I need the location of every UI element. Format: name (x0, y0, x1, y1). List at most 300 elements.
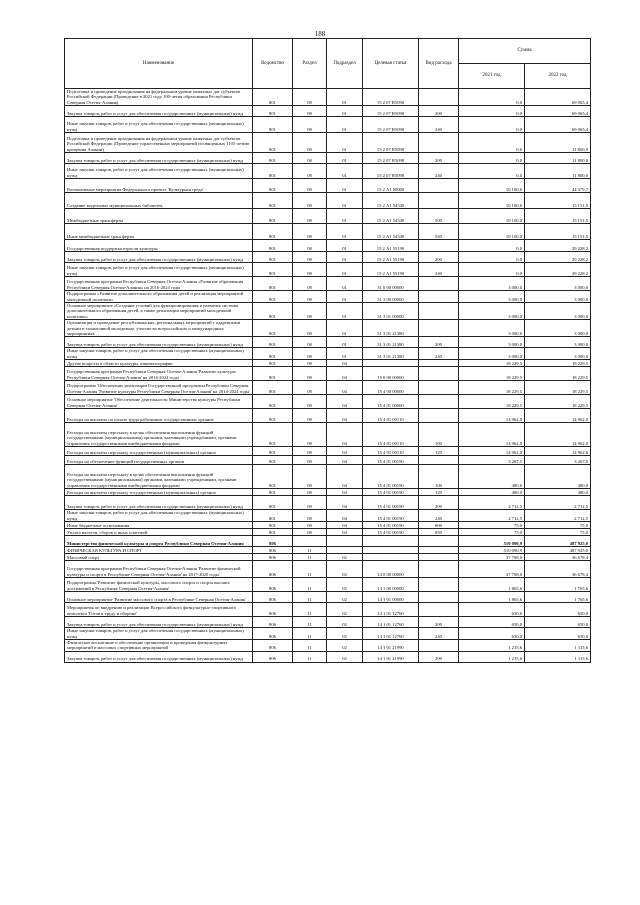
row-section: 08 (293, 360, 327, 367)
row-target-article (363, 547, 419, 554)
row-section: 11 (293, 628, 327, 640)
row-section: 11 (293, 617, 327, 628)
row-ministry: 801 (253, 252, 293, 263)
row-ministry: 801 (253, 179, 293, 193)
table-row (65, 164, 591, 179)
row-subsection: 01 (327, 348, 363, 360)
row-name: Расходы на выплаты персоналу государственных (муниципальных) органов (65, 489, 253, 496)
row-section: 08 (293, 496, 327, 510)
table-row (65, 224, 591, 240)
row-target-article: 31 0 00 00000 (363, 277, 419, 291)
row-sum-2021: 2 712,5 (459, 510, 525, 522)
row-name: Государственная программа Республики Северная Осетия-Алания 'Развитие культуры Республики Северная Осетия-Алания' на 2014-2024 годы (65, 367, 253, 381)
row-sum-2022: 11 800,0 (525, 133, 591, 153)
row-name: Закупка товаров, работ и услуг для обеспечения государственных (муниципальных) нужд (65, 252, 253, 263)
row-subsection: 02 (327, 603, 363, 617)
row-expense-type: 200 (419, 337, 459, 348)
row-sum-2022: 3 000,0 (525, 348, 591, 360)
row-ministry: 801 (253, 367, 293, 381)
table-row (65, 522, 591, 529)
row-name: Иные бюджетные ассигнования (65, 522, 253, 529)
row-subsection (327, 536, 363, 547)
row-section: 11 (293, 554, 327, 561)
row-subsection: 01 (327, 337, 363, 348)
row-sum-2022: 36 678,4 (525, 561, 591, 578)
row-sum-2022: 18 229,5 (525, 367, 591, 381)
row-target-article: 15 4 01 00190 (363, 456, 419, 465)
row-ministry: 801 (253, 409, 293, 423)
row-name: Основное мероприятие 'Обеспечение деятельности Министерства культуры Республики Северная Осетия-Алания' (65, 395, 253, 409)
row-sum-2022: 1 765,6 (525, 578, 591, 592)
row-section: 08 (293, 510, 327, 522)
row-ministry: 801 (253, 263, 293, 277)
row-section: 11 (293, 561, 327, 578)
row-target-article: 15 2 07 R5098 (363, 164, 419, 179)
row-sum-2022: 480,0 (525, 489, 591, 496)
row-subsection: 04 (327, 465, 363, 489)
row-ministry: 806 (253, 603, 293, 617)
row-name: Уплата налогов, сборов и иных платежей (65, 529, 253, 536)
row-name: Основное мероприятие 'Развитие массового спорта в Республике Северная Осетия-Алания' (65, 592, 253, 603)
row-sum-2021: 37 768,0 (459, 561, 525, 578)
row-sum-2022: 44 379,7 (525, 179, 591, 193)
row-subsection: 04 (327, 522, 363, 529)
table-row (65, 489, 591, 496)
row-section: 08 (293, 320, 327, 337)
row-sum-2022: 2 712,5 (525, 510, 591, 522)
row-ministry: 801 (253, 240, 293, 252)
row-ministry: 801 (253, 456, 293, 465)
row-target-article: 15 4 01 00190 (363, 510, 419, 522)
table-row (65, 547, 591, 554)
header-year-2021: 2021 год (459, 64, 525, 89)
row-ministry: 801 (253, 89, 293, 106)
row-subsection: 01 (327, 153, 363, 164)
table-row (65, 252, 591, 263)
row-sum-2021: 650,0 (459, 628, 525, 640)
row-sum-2021: 10 100,0 (459, 224, 525, 240)
row-section: 08 (293, 240, 327, 252)
row-name: Региональные мероприятия Федерального проекта 'Культурная среда' (65, 179, 253, 193)
row-ministry: 806 (253, 536, 293, 547)
row-ministry: 801 (253, 117, 293, 133)
row-target-article: 15 0 00 00000 (363, 367, 419, 381)
row-sum-2022: 69 065,4 (525, 106, 591, 117)
row-expense-type: 500 (419, 209, 459, 224)
row-target-article: 31 3 01 00000 (363, 303, 419, 320)
row-sum-2022: 11 800,0 (525, 153, 591, 164)
row-sum-2022: 650,0 (525, 603, 591, 617)
row-target-article: 15 4 01 00190 (363, 496, 419, 510)
row-sum-2022: 18 229,5 (525, 381, 591, 395)
row-name: Закупка товаров, работ и услуг для обеспечения государственных (муниципальных) нужд (65, 651, 253, 662)
row-ministry: 806 (253, 561, 293, 578)
row-expense-type (419, 179, 459, 193)
row-section: 08 (293, 153, 327, 164)
table-row (65, 106, 591, 117)
table-row (65, 240, 591, 252)
row-sum-2022: 3 000,0 (525, 303, 591, 320)
table-row (65, 348, 591, 360)
row-ministry: 801 (253, 395, 293, 409)
row-subsection: 01 (327, 179, 363, 193)
row-sum-2021: 1 865,6 (459, 578, 525, 592)
row-section: 08 (293, 291, 327, 303)
row-target-article: 15 2 А1 54540 (363, 224, 419, 240)
row-name: Закупка товаров, работ и услуг для обеспечения государственных (муниципальных) нужд (65, 337, 253, 348)
row-expense-type: 240 (419, 117, 459, 133)
row-section: 08 (293, 337, 327, 348)
row-target-article: 31 3 01 21380 (363, 337, 419, 348)
row-sum-2022: 480,0 (525, 465, 591, 489)
table-row (65, 117, 591, 133)
row-subsection: 01 (327, 303, 363, 320)
row-sum-2021: 480,0 (459, 465, 525, 489)
row-sum-2022: 29 228,2 (525, 263, 591, 277)
row-sum-2021: 650,0 (459, 617, 525, 628)
table-row (65, 639, 591, 651)
row-expense-type: 240 (419, 510, 459, 522)
row-target-article: 14 1 00 00000 (363, 578, 419, 592)
row-sum-2022: 69 065,4 (525, 89, 591, 106)
row-expense-type: 540 (419, 224, 459, 240)
row-section (293, 536, 327, 547)
row-target-article: 15 4 01 00190 (363, 529, 419, 536)
row-target-article: 15 4 01 00110 (363, 423, 419, 447)
row-target-article: 14 1 01 00000 (363, 592, 419, 603)
row-sum-2022: 15 151,5 (525, 209, 591, 224)
row-ministry: 801 (253, 291, 293, 303)
header-target-article: Целевая статья (363, 39, 419, 89)
row-sum-2022: 75,0 (525, 529, 591, 536)
row-expense-type (419, 639, 459, 651)
row-subsection: 01 (327, 252, 363, 263)
row-subsection: 02 (327, 639, 363, 651)
row-ministry: 801 (253, 224, 293, 240)
row-subsection: 01 (327, 277, 363, 291)
row-expense-type: 200 (419, 617, 459, 628)
row-name: Расходы на выплаты персоналу в целях обеспечения выполнения функций государственными (муниципальными) органами, казенными учреждениями, органами управления государственными внебюджетными фондами (65, 465, 253, 489)
row-name: Иные закупки товаров, работ и услуг для обеспечения государственных (муниципальных) нужд (65, 628, 253, 640)
row-target-article: 15 4 01 00190 (363, 522, 419, 529)
header-sum: Сумма (459, 39, 591, 64)
row-sum-2021: 0,0 (459, 117, 525, 133)
row-sum-2022: 487 925,0 (525, 536, 591, 547)
row-section: 08 (293, 252, 327, 263)
row-sum-2021: 3 000,0 (459, 320, 525, 337)
table-row (65, 496, 591, 510)
row-section: 08 (293, 395, 327, 409)
row-expense-type: 850 (419, 529, 459, 536)
page-number: 188 (314, 30, 326, 38)
table-row (65, 367, 591, 381)
row-name: Иные закупки товаров, работ и услуг для обеспечения государственных (муниципальных) нужд (65, 510, 253, 522)
row-sum-2022: 75,0 (525, 522, 591, 529)
row-sum-2022: 29 228,2 (525, 252, 591, 263)
row-ministry: 806 (253, 628, 293, 640)
row-sum-2021: 510 090,9 (459, 547, 525, 554)
row-ministry: 801 (253, 522, 293, 529)
row-sum-2021: 18 229,5 (459, 367, 525, 381)
row-ministry: 801 (253, 465, 293, 489)
row-subsection: 04 (327, 409, 363, 423)
row-name: Расходы на обеспечение функций государственных органов (65, 456, 253, 465)
row-section: 11 (293, 651, 327, 662)
row-sum-2021: 10 100,0 (459, 193, 525, 209)
row-ministry: 801 (253, 447, 293, 456)
row-ministry: 801 (253, 320, 293, 337)
row-ministry: 801 (253, 337, 293, 348)
row-sum-2021: 75,0 (459, 529, 525, 536)
row-sum-2021: 3 000,0 (459, 277, 525, 291)
row-name: Расходы на выплаты персоналу государственных (муниципальных) органов (65, 447, 253, 456)
row-name: Основное мероприятие «Создание условий для функционирования и развития системы дополнительного образования детей, в также реализации мероприятий молодежной политики» (65, 303, 253, 320)
row-name: Расходы на выплаты по оплате труда работников государственных органов (65, 409, 253, 423)
table-row (65, 592, 591, 603)
row-name: Физическое воспитание и обеспечение организации и проведения физкультурных мероприятий и массовых спортивных мероприятий (65, 639, 253, 651)
row-ministry: 801 (253, 153, 293, 164)
row-sum-2021: 10 100,0 (459, 179, 525, 193)
row-sum-2021: 1 215,6 (459, 639, 525, 651)
row-sum-2021: 0,0 (459, 252, 525, 263)
row-sum-2022: 1 115,6 (525, 639, 591, 651)
row-target-article: 15 4 00 00000 (363, 381, 419, 395)
table-row (65, 456, 591, 465)
row-subsection: 02 (327, 617, 363, 628)
row-name: Подготовка и проведение празднования на федеральном уровне памятных дат субъектов Российской Федерации (Проведение торжественных мероприятий посвященных 1105-летию крещения Алании) (65, 133, 253, 153)
row-name: Подготовка и проведение празднования на федеральном уровне памятных дат субъектов Российской Федерации (Проведение в 2021 году 100-летия образования Республики Северная Осетия-Алания) (65, 89, 253, 106)
row-section: 08 (293, 263, 327, 277)
row-target-article: 15 4 01 00190 (363, 465, 419, 489)
row-target-article: 15 2 07 R5090 (363, 106, 419, 117)
row-section: 08 (293, 277, 327, 291)
row-expense-type (419, 592, 459, 603)
row-expense-type (419, 133, 459, 153)
row-sum-2021: 650,0 (459, 603, 525, 617)
row-expense-type: 800 (419, 522, 459, 529)
row-subsection: 02 (327, 651, 363, 662)
table-row (65, 561, 591, 578)
row-sum-2021: 75,0 (459, 522, 525, 529)
table-row (65, 179, 591, 193)
row-target-article (363, 360, 419, 367)
row-subsection: 02 (327, 578, 363, 592)
row-expense-type (419, 603, 459, 617)
row-expense-type: 240 (419, 164, 459, 179)
row-section: 08 (293, 465, 327, 489)
row-expense-type: 100 (419, 423, 459, 447)
row-target-article: 15 2 А1 54540 (363, 193, 419, 209)
row-ministry: 806 (253, 651, 293, 662)
row-section: 08 (293, 106, 327, 117)
row-target-article: 31 3 01 21380 (363, 320, 419, 337)
row-ministry: 801 (253, 489, 293, 496)
row-expense-type (419, 367, 459, 381)
row-subsection: 01 (327, 263, 363, 277)
row-expense-type (419, 561, 459, 578)
row-section: 08 (293, 381, 327, 395)
row-target-article: 31 3 01 21380 (363, 348, 419, 360)
row-ministry: 801 (253, 277, 293, 291)
row-expense-type: 120 (419, 489, 459, 496)
row-name: Закупка товаров, работ и услуг для обеспечения государственных (муниципальных) нужд (65, 153, 253, 164)
row-target-article: 15 2 07 R5090 (363, 117, 419, 133)
row-subsection: 02 (327, 592, 363, 603)
row-target-article: 15 2 07 R5090 (363, 89, 419, 106)
row-expense-type (419, 536, 459, 547)
row-subsection: 01 (327, 224, 363, 240)
row-name: Закупка товаров, работ и услуг для обеспечения государственных (муниципальных) нужд (65, 106, 253, 117)
row-name: Закупка товаров, работ и услуг для обеспечения государственных (муниципальных) нужд (65, 496, 253, 510)
row-subsection: 04 (327, 456, 363, 465)
table-row (65, 291, 591, 303)
row-section: 08 (293, 133, 327, 153)
row-ministry: 801 (253, 209, 293, 224)
row-ministry: 801 (253, 193, 293, 209)
row-target-article: 14 0 00 00000 (363, 561, 419, 578)
table-row (65, 89, 591, 106)
row-sum-2021: 480,0 (459, 489, 525, 496)
row-expense-type: 240 (419, 348, 459, 360)
row-name: Другие вопросы в области культуры, кинематографии (65, 360, 253, 367)
row-sum-2022: 650,0 (525, 617, 591, 628)
row-name: Межбюджетные трансферты (65, 209, 253, 224)
table-row (65, 578, 591, 592)
table-row (65, 447, 591, 456)
row-sum-2022: 18 229,5 (525, 360, 591, 367)
row-section: 08 (293, 522, 327, 529)
row-sum-2022: 69 065,4 (525, 117, 591, 133)
table-row (65, 303, 591, 320)
row-target-article: 15 2 А1 54540 (363, 209, 419, 224)
row-sum-2021: 14 962,0 (459, 423, 525, 447)
row-section: 08 (293, 409, 327, 423)
row-subsection: 04 (327, 496, 363, 510)
row-sum-2021: 0,0 (459, 89, 525, 106)
row-target-article: 14 1 01 12760 (363, 628, 419, 640)
row-subsection: 01 (327, 320, 363, 337)
row-name: Министерство физической культуры и спорта Республики Северная Осетия-Алания (65, 536, 253, 547)
table-row (65, 395, 591, 409)
row-expense-type: 200 (419, 106, 459, 117)
row-subsection: 01 (327, 209, 363, 224)
row-name: Иные закупки товаров, работ и услуг для обеспечения государственных (муниципальных) нужд (65, 263, 253, 277)
row-sum-2022: 3 000,0 (525, 291, 591, 303)
row-sum-2022: 15 151,5 (525, 193, 591, 209)
row-section: 08 (293, 224, 327, 240)
row-subsection: 04 (327, 447, 363, 456)
row-subsection: 02 (327, 628, 363, 640)
row-name: Государственная программа Республики Северная Осетия-Алания 'Развитие физической культуры и спорта в Республике Северная Осетия-Алания' на 2017-2020 годы' (65, 561, 253, 578)
table-row (65, 423, 591, 447)
header-name: Наименование (65, 39, 253, 89)
table-row (65, 651, 591, 662)
row-sum-2022: 14 962,0 (525, 409, 591, 423)
row-name: Мероприятия по внедрению и реализации Всероссийского физкультурно-спортивного комплекса 'Готов к труду и обороне' (65, 603, 253, 617)
row-expense-type: 240 (419, 263, 459, 277)
row-sum-2022: 2 712,5 (525, 496, 591, 510)
row-sum-2021: 18 229,5 (459, 395, 525, 409)
row-name: Иные закупки товаров, работ и услуг для обеспечения государственных (муниципальных) нужд (65, 117, 253, 133)
row-expense-type (419, 578, 459, 592)
row-sum-2021: 0,0 (459, 133, 525, 153)
row-sum-2022: 3 267,5 (525, 456, 591, 465)
table-row (65, 536, 591, 547)
row-sum-2021: 1 215,6 (459, 651, 525, 662)
row-ministry: 801 (253, 164, 293, 179)
row-subsection: 02 (327, 554, 363, 561)
row-target-article: 15 2 А1 55190 (363, 240, 419, 252)
row-ministry: 801 (253, 133, 293, 153)
row-subsection: 04 (327, 367, 363, 381)
row-target-article: 15 2 07 R5098 (363, 133, 419, 153)
row-ministry: 806 (253, 617, 293, 628)
row-subsection: 04 (327, 510, 363, 522)
row-expense-type (419, 554, 459, 561)
row-name: Создание модельных муниципальных библиотек (65, 193, 253, 209)
row-target-article: 15 4 01 00000 (363, 395, 419, 409)
row-target-article: 14 1 01 12760 (363, 617, 419, 628)
row-expense-type: 100 (419, 465, 459, 489)
row-section: 08 (293, 89, 327, 106)
table-row (65, 617, 591, 628)
row-section: 08 (293, 489, 327, 496)
row-sum-2022: 14 962,0 (525, 447, 591, 456)
header-ministry: Ведомство (253, 39, 293, 89)
header-year-2022: 2022 год (525, 64, 591, 89)
row-subsection: 04 (327, 529, 363, 536)
row-section: 08 (293, 529, 327, 536)
row-target-article: 31 3 00 00000 (363, 291, 419, 303)
table-row (65, 409, 591, 423)
row-section: 08 (293, 193, 327, 209)
row-section: 08 (293, 164, 327, 179)
row-section: 08 (293, 303, 327, 320)
row-section: 11 (293, 578, 327, 592)
row-sum-2021: 0,0 (459, 240, 525, 252)
row-sum-2021: 3 000,0 (459, 303, 525, 320)
row-sum-2021: 37 768,0 (459, 554, 525, 561)
row-target-article: 15 4 01 00110 (363, 409, 419, 423)
row-section: 11 (293, 547, 327, 554)
row-ministry: 801 (253, 106, 293, 117)
row-subsection: 01 (327, 240, 363, 252)
row-sum-2021: 3 000,0 (459, 348, 525, 360)
row-subsection: 04 (327, 381, 363, 395)
header-subsection: Подраздел (327, 39, 363, 89)
row-expense-type (419, 547, 459, 554)
row-section: 08 (293, 348, 327, 360)
row-name: Расходы на выплаты персоналу в целях обеспечения выполнения функций государственными (муниципальными) органами, казенными учреждениями, органами управления государственными внебюджетными фондами (65, 423, 253, 447)
row-sum-2021: 18 229,5 (459, 360, 525, 367)
table-row (65, 209, 591, 224)
row-ministry: 801 (253, 360, 293, 367)
row-name: Организация и проведение республиканских, региональных мероприятий с одаренными детьми и талантливой молодежью, участие во всероссийских и международных мероприятиях (65, 320, 253, 337)
row-sum-2022: 36 678,4 (525, 554, 591, 561)
row-ministry: 801 (253, 303, 293, 320)
row-sum-2021: 510 090,9 (459, 536, 525, 547)
row-expense-type (419, 193, 459, 209)
row-subsection: 01 (327, 89, 363, 106)
row-subsection: 04 (327, 489, 363, 496)
row-section: 08 (293, 423, 327, 447)
row-subsection (327, 547, 363, 554)
row-subsection: 04 (327, 423, 363, 447)
row-name: Подпрограмма 'Обеспечение реализации Государственной программы Республики Северная Осетия-Алания 'Развитие культуры Республики Северная Осетия-Алания' на 2014-2024 годы' (65, 381, 253, 395)
row-section: 08 (293, 117, 327, 133)
row-sum-2022: 3 000,0 (525, 277, 591, 291)
row-sum-2021: 1 865,6 (459, 592, 525, 603)
